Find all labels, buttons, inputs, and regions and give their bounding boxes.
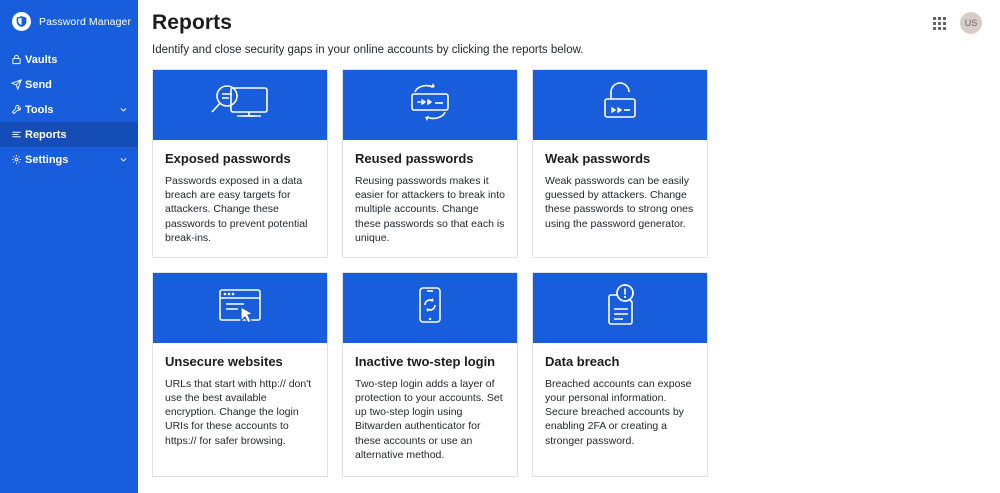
card-banner — [533, 273, 707, 343]
report-card-unsecure-websites[interactable] — [152, 272, 328, 477]
brand-name: Password Manager — [39, 15, 132, 28]
card-text: Two-step login adds a layer of protection to your accounts. Set up two-step login using Bitwarden authenticator for these accounts or use an alternative method. — [355, 377, 503, 461]
card-text: Weak passwords can be easily guessed by attackers. Change these passwords to strong ones using the password generator. — [545, 175, 694, 230]
card-text: URLs that start with http:// don't use the best available encryption. Change the login URIs for these accounts to https:// for safer browsing. — [165, 377, 312, 447]
sidebar-item-send[interactable] — [0, 72, 138, 97]
gear-icon — [11, 154, 25, 165]
card-title: Data breach — [545, 353, 620, 369]
sidebar-item-tools[interactable] — [0, 97, 138, 122]
chevron-down-icon — [118, 155, 128, 164]
card-body — [343, 343, 517, 476]
avatar[interactable]: US — [960, 12, 982, 34]
report-card-reused-passwords[interactable] — [342, 69, 518, 258]
report-card-inactive-two-step-login[interactable] — [342, 272, 518, 477]
sidebar-item-label: Settings — [25, 153, 69, 166]
grid-apps-icon[interactable] — [933, 17, 946, 30]
card-banner — [153, 70, 327, 140]
card-banner — [343, 273, 517, 343]
card-banner — [533, 70, 707, 140]
sidebar-item-label: Reports — [25, 128, 67, 141]
card-title: Inactive two-step login — [355, 353, 496, 369]
chevron-down-icon — [118, 105, 128, 114]
sidebar-item-vaults[interactable] — [0, 47, 138, 72]
sidebar-nav — [0, 47, 138, 172]
card-text: Passwords exposed in a data breach are easy targets for attackers. Change these passwords to prevent potential break-ins. — [165, 175, 308, 244]
card-body — [343, 140, 517, 257]
magnifier-monitor-icon — [203, 79, 277, 132]
bitwarden-shield-icon — [12, 12, 31, 31]
card-text: Breached accounts can expose your personal information. Secure breached accounts by enabling 2FA or creating a stronger password. — [545, 377, 692, 447]
sidebar — [0, 0, 138, 493]
brand[interactable] — [0, 0, 138, 45]
report-card-data-breach[interactable] — [532, 272, 708, 477]
card-body — [153, 343, 327, 462]
mobile-sync-icon — [393, 281, 467, 334]
sidebar-item-settings[interactable] — [0, 147, 138, 172]
document-alert-icon — [583, 281, 657, 334]
page-title: Reports — [152, 11, 233, 34]
card-title: Weak passwords — [545, 151, 651, 166]
report-card-weak-passwords[interactable] — [532, 69, 708, 258]
sidebar-item-label: Send — [25, 78, 52, 91]
report-card-exposed-passwords[interactable] — [152, 69, 328, 258]
top-bar — [138, 0, 1000, 46]
sidebar-item-reports[interactable] — [0, 122, 138, 147]
reports-icon — [11, 129, 25, 140]
card-body — [533, 343, 707, 462]
card-title: Unsecure websites — [165, 353, 283, 369]
reports-card-grid — [138, 69, 1000, 477]
page-subtitle: Identify and close security gaps in your online accounts by clicking the reports below. — [152, 44, 584, 56]
card-banner — [343, 70, 517, 140]
lock-icon — [11, 54, 25, 65]
top-bar-actions — [933, 12, 982, 34]
card-banner — [153, 273, 327, 343]
open-lock-password-icon — [583, 79, 657, 132]
sidebar-item-label: Vaults — [25, 53, 58, 66]
card-title: Reused passwords — [355, 151, 474, 166]
wrench-icon — [11, 104, 25, 115]
browser-window-cursor-icon — [203, 281, 277, 334]
send-icon — [11, 79, 25, 90]
card-body — [153, 140, 327, 257]
card-text: Reusing passwords makes it easier for attackers to break into multiple accounts. Change these passwords so that each is unique. — [355, 175, 505, 244]
card-title: Exposed passwords — [165, 151, 291, 166]
sidebar-item-label: Tools — [25, 103, 54, 116]
main-content — [138, 0, 1000, 493]
recycle-password-icon — [393, 79, 467, 132]
card-body — [533, 140, 707, 243]
